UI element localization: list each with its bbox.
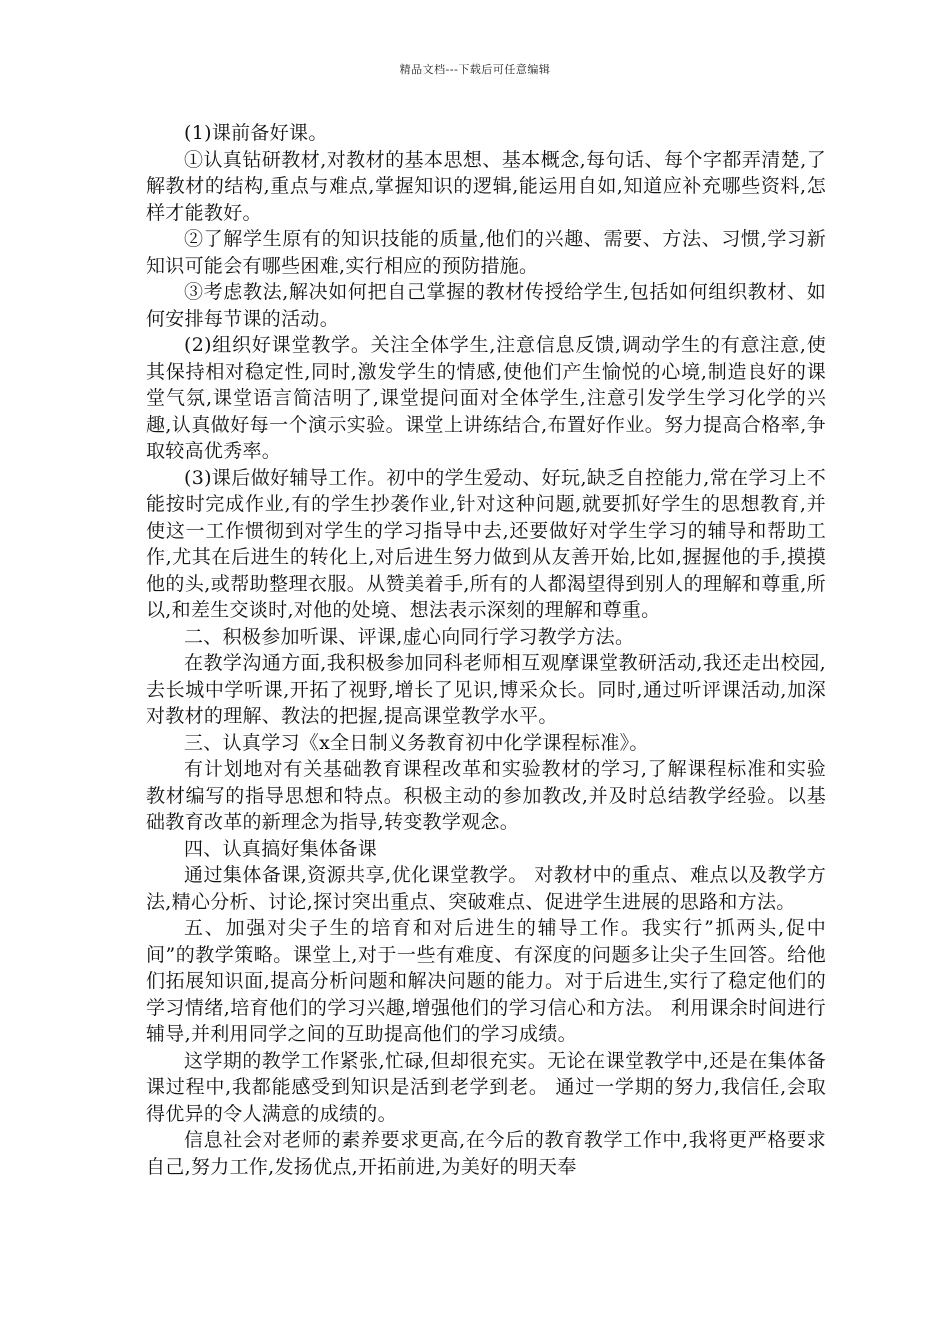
section-4-heading: 四、认真搞好集体备课: [184, 837, 378, 860]
paragraph-teaching-exchange: 在教学沟通方面,我积极参加同科老师相互观摩课堂教研活动,我还走出校园,去长城中学听课,开拓了视野,增长了见识,博采众长。同时,通过听评课活动,加深对教材的理解、教法的把握,提高课堂教学水平。: [146, 652, 826, 727]
paragraph-study-materials: ①认真钻研教材,对教材的基本思想、基本概念,每句话、每个字都弄清楚,了解教材的结构,重点与难点,掌握知识的逻辑,能运用自如,知道应补充哪些资料,怎样才能教好。: [146, 148, 826, 224]
paragraph-teaching-methods: ③考虑教法,解决如何把自己掌握的教材传授给学生,包括如何组织教材、如何安排每节课的活动。: [146, 281, 826, 330]
section-5-paragraph: 五、加强对尖子生的培育和对后进生的辅导工作。我实行”抓两头,促中间”的教学策略。课堂上,对于一些有难度、有深度的问题多让尖子生回答。给他们拓展知识面,提高分析问题和解决问题的能力。对于后进生,实行了稳定他们的学习情绪,培育他们的学习兴趣,增强他们的学习信心和方法。 利用课余时间进行辅导,并利用同学之间的互助提高他们的学习成绩。: [146, 917, 826, 1045]
section-2-heading: 二、积极参加听课、评课,虚心向同行学习教学方法。: [184, 625, 635, 648]
page-header: 精品文档---下载后可任意编辑: [399, 63, 551, 76]
paragraph-collective-preparation: 通过集体备课,资源共享,优化课堂教学。 对教材中的重点、难点以及教学方法,精心分析、讨论,探讨突出重点、突破难点、促进学生进展的思路和方法。: [146, 864, 826, 913]
section-1-title: (1)课前备好课。: [184, 122, 328, 144]
paragraph-classroom-teaching: (2)组织好课堂教学。关注全体学生,注意信息反馈,调动学生的有意注意,使其保持相对稳定性,同时,激发学生的情感,使他们产生愉悦的心境,制造良好的课堂气氛,课堂语言简洁明了,课堂提问面对全体学生,注意引发学生学习化学的兴趣,认真做好每一个演示实验。课堂上讲练结合,布置好作业。努力提高合格率,争取较高优秀率。: [146, 334, 826, 462]
paragraph-understand-students: ②了解学生原有的知识技能的质量,他们的兴趣、需要、方法、习惯,学习新知识可能会有哪些困难,实行相应的预防措施。: [146, 228, 826, 277]
section-3-heading: 三、认真学习《x全日制义务教育初中化学课程标准》。: [184, 731, 649, 754]
paragraph-curriculum-study: 有计划地对有关基础教育课程改革和实验教材的学习,了解课程标准和实验教材编写的指导思想和特点。积极主动的参加教改,并及时总结教学经验。以基础教育改革的新理念为指导,转变教学观念。: [146, 758, 826, 833]
paragraph-outlook: 信息社会对老师的素养要求更高,在今后的教育教学工作中,我将更严格要求自己,努力工作,发扬优点,开拓前进,为美好的明天奉: [146, 1129, 826, 1178]
paragraph-summary: 这学期的教学工作紧张,忙碌,但却很充实。无论在课堂教学中,还是在集体备课过程中,我都能感受到知识是活到老学到老。 通过一学期的努力,我信任,会取得优异的令人满意的成绩的。: [146, 1049, 826, 1125]
document-body: [146, 120, 826, 1180]
paragraph-after-class-tutoring: (3)课后做好辅导工作。初中的学生爱动、好玩,缺乏自控能力,常在学习上不能按时完成作业,有的学生抄袭作业,针对这种问题,就要抓好学生的思想教育,并使这一工作惯彻到对学生的学习指导中去,还要做好对学生学习的辅导和帮助工作,尤其在后进生的转化上,对后进生努力做到从友善开始,比如,握握他的手,摸摸他的头,或帮助整理衣服。从赞美着手,所有的人都渴望得到别人的理解和尊重,所以,和差生交谈时,对他的处境、想法表示深刻的理解和尊重。: [146, 466, 826, 621]
